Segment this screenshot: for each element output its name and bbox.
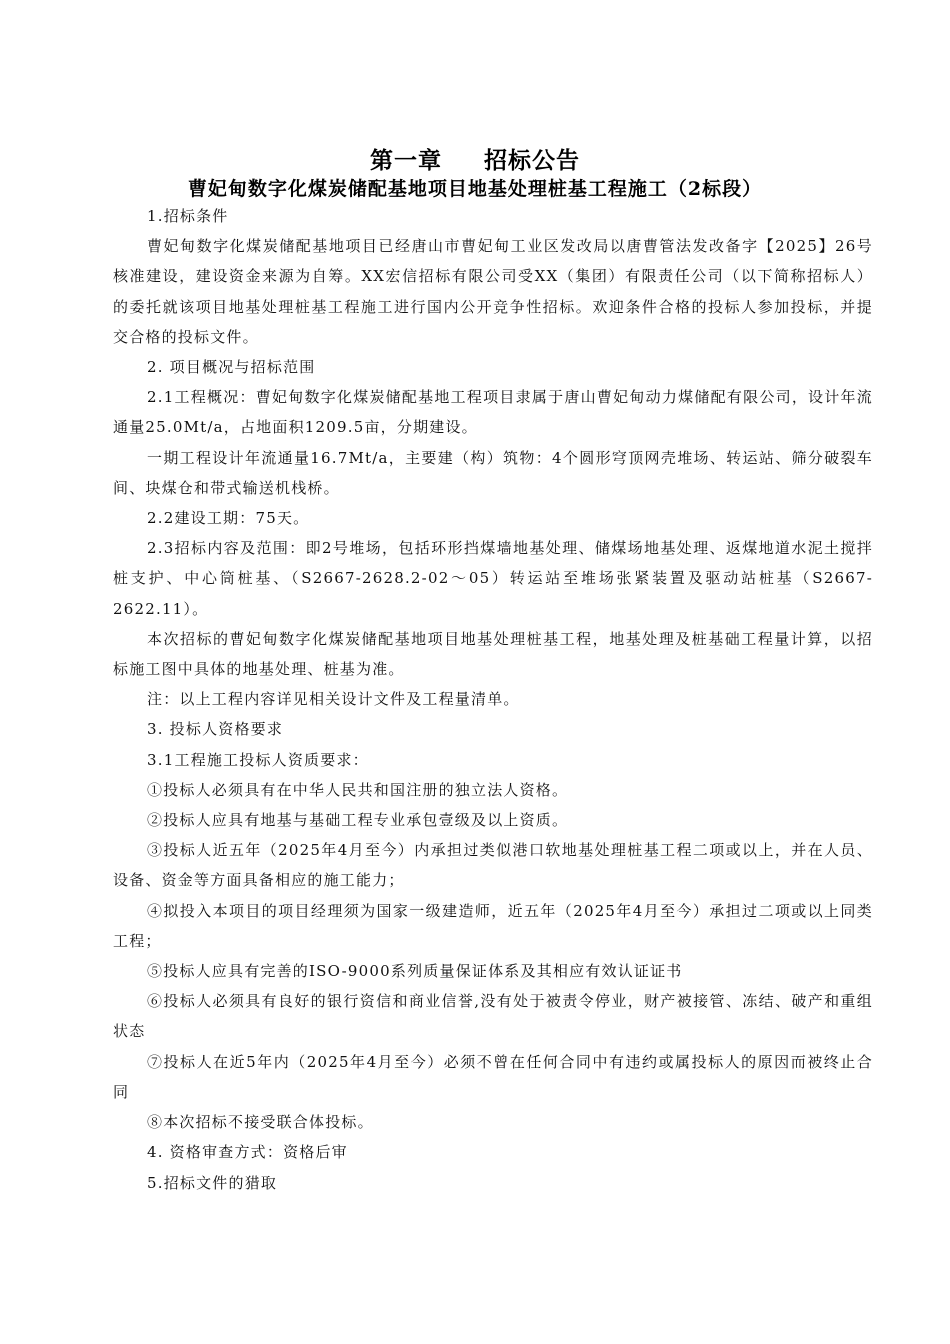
qualification-item-6: ⑥投标人必须具有良好的银行资信和商业信誉,没有处于被责令停业，财产被接管、冻结、破产和重组状态 <box>113 992 873 1041</box>
section-heading-bidding-conditions: 1.招标条件 <box>147 207 229 225</box>
qualification-item-2: ②投标人应具有地基与基础工程专业承包壹级及以上资质。 <box>147 811 569 830</box>
section-heading-obtain-documents: 5.招标文件的猎取 <box>147 1173 278 1192</box>
section-heading-review-method: 4. 资格审查方式：资格后审 <box>147 1143 348 1162</box>
qualification-item-8: ⑧本次招标不接受联合体投标。 <box>147 1113 374 1132</box>
qualification-item-4: ④拟投入本项目的项目经理须为国家一级建造师，近五年（2025年4月至今）承担过二项或以上同类工程； <box>113 901 873 950</box>
qualification-item-7: ⑦投标人在近5年内（2025年4月至今）必须不曾在任何合同中有违约或属投标人的原因而被终止合同 <box>113 1052 873 1101</box>
chapter-number: 第一章 <box>370 147 442 174</box>
qualification-item-5: ⑤投标人应具有完善的ISO-9000系列质量保证体系及其相应有效认证证书 <box>147 962 683 981</box>
paragraph-construction-period: 2.2建设工期：75天。 <box>147 509 310 528</box>
paragraph-quantity-basis: 本次招标的曹妃甸数字化煤炭储配基地项目地基处理桩基工程，地基处理及桩基础工程量计算，以招标施工图中具体的地基处理、桩基为准。 <box>113 629 873 679</box>
chapter-title <box>0 142 950 175</box>
section-heading-project-overview: 2. 项目概况与招标范围 <box>147 358 316 377</box>
qualification-item-1: ①投标人必须具有在中华人民共和国注册的独立法人资格。 <box>147 780 569 799</box>
qualification-item-3: ③投标人近五年（2025年4月至今）内承担过类似港口软地基处理桩基工程二项或以上，并在人员、设备、资金等方面具备相应的施工能力； <box>113 841 873 890</box>
chapter-name: 招标公告 <box>484 147 580 174</box>
paragraph-bidding-scope: 2.3招标内容及范围：即2号堆场，包括环形挡煤墙地基处理、储煤场地基处理、返煤地道水泥土搅拌桩支护、中心筒桩基、（S2667-2628.2-02～05）转运站至堆场张紧装置及驱动站桩基（S2667-2622.11）。 <box>113 539 873 618</box>
paragraph-qualification-intro: 3.1工程施工投标人资质要求： <box>147 750 369 769</box>
paragraph-note: 注：以上工程内容详见相关设计文件及工程量清单。 <box>147 690 520 709</box>
paragraph-project-overview: 2.1工程概况：曹妃甸数字化煤炭储配基地工程项目隶属于唐山曹妃甸动力煤储配有限公司，设计年流通量25.0Mt/a，占地面积1209.5亩，分期建设。 <box>113 388 873 437</box>
document-body <box>113 201 873 1198</box>
section-heading-qualifications: 3. 投标人资格要求 <box>147 720 284 739</box>
project-title: 曹妃甸数字化煤炭储配基地项目地基处理桩基工程施工（2标段） <box>187 178 763 200</box>
paragraph-bidding-conditions: 曹妃甸数字化煤炭储配基地项目已经唐山市曹妃甸工业区发改局以唐曹管法发改备字【2025】26号核准建设，建设资金来源为自筹。XX宏信招标有限公司受XX（集团）有限责任公司（以下简称招标人）的委托就该项目地基处理桩基工程施工进行国内公开竞争性招标。欢迎条件合格的投标人参加投标，并提交合格的投标文件。 <box>113 237 873 346</box>
paragraph-phase-one: 一期工程设计年流通量16.7Mt/a，主要建（构）筑物：4个圆形穹顶网壳堆场、转运站、筛分破裂车间、块煤仓和带式输送机栈桥。 <box>113 448 873 497</box>
